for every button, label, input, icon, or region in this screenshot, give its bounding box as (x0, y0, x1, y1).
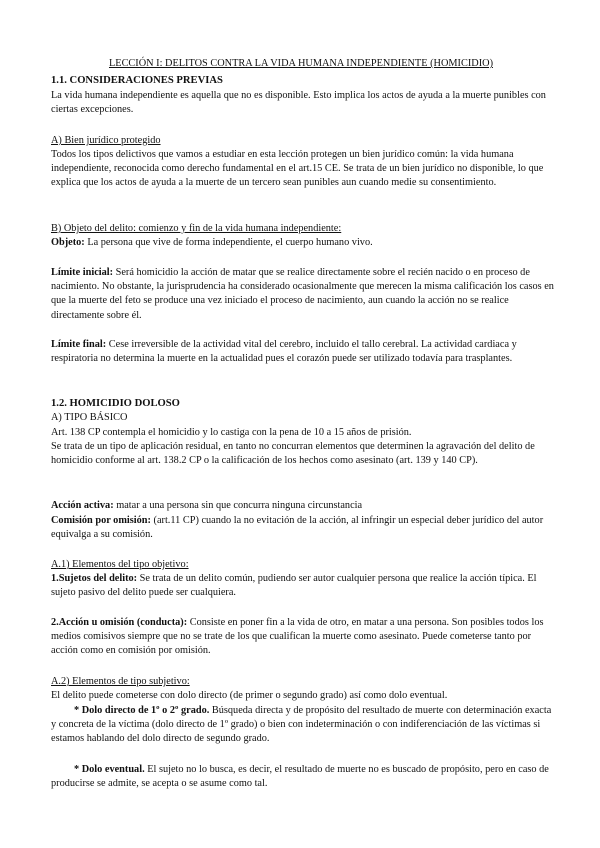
limite-final-label: Límite final: (51, 339, 107, 350)
tipo-basico-heading: A) TIPO BÁSICO (51, 412, 128, 423)
art-138-paragraph: Art. 138 CP contempla el homicidio y lo castiga con la pena de 10 a 15 años de prisión. (51, 427, 412, 438)
objeto-paragraph (51, 236, 558, 250)
a2-heading: A.2) Elementos de tipo subjetivo: (51, 676, 190, 687)
dolo-eventual-label: * Dolo eventual. (74, 764, 145, 775)
accion-activa-label: Acción activa: (51, 500, 114, 511)
limite-inicial-paragraph (51, 266, 558, 323)
dolo-directo-label: * Dolo directo de 1º o 2º grado. (74, 705, 210, 716)
accion-omision-text: Consiste en poner fin a la vida de otro, en matar a una persona. Son posibles todos los medios comisivos siempre que no se trate de los que cualifican la muerte como asesinato. Puede cometerse tanto por acción como en comisión por omisión. (51, 617, 544, 657)
accion-omision-paragraph (51, 616, 558, 659)
limite-inicial-label: Límite inicial: (51, 267, 114, 278)
residual-paragraph: Se trata de un tipo de aplicación residual, en tanto no concurran elementos que determinen la agravación del delito de homicidio conforme al art. 138.2 CP o la calificación de los hechos como asesinato (art. 139 y 140 CP). (51, 441, 535, 467)
limite-inicial-text: Será homicidio la acción de matar que se realice directamente sobre el recién nacido o en proceso de nacimiento. No obstante, la jurisprudencia ha considerado ocasionalmente que merecen la misma calificación los casos en que la muerte del feto se produce una vez iniciado el proceso de nacimiento, aun cuando la acción no se realice directamente sobre él. (51, 267, 554, 321)
a2-intro: El delito puede cometerse con dolo directo (de primer o segundo grado) así como dolo eventual. (51, 690, 448, 701)
accion-activa-text: matar a una persona sin que concurra ninguna circunstancia (113, 500, 363, 511)
limite-final-text: Cese irreversible de la actividad vital del cerebro, incluido el tallo cerebral. La actividad cardiaca y respiratoria no determina la muerte en la actualidad pues el corazón puede ser utilizado todavía para trasplantes. (51, 339, 517, 365)
limite-final-paragraph (51, 338, 558, 366)
lesson-title: LECCIÓN I: DELITOS CONTRA LA VIDA HUMANA INDEPENDIENTE (HOMICIDIO) (108, 58, 493, 69)
accion-activa-paragraph (51, 499, 558, 513)
objeto-label: Objeto: (51, 237, 85, 248)
objeto-text: La persona que vive de forma independiente, el cuerpo humano vivo. (84, 237, 373, 248)
section-1-heading: 1.1. CONSIDERACIONES PREVIAS (51, 75, 223, 86)
sujetos-text: Se trata de un delito común, pudiendo ser autor cualquier persona que realice la acción típica. El sujeto pasivo del delito puede ser cualquiera. (51, 573, 537, 599)
section-2-heading: 1.2. HOMICIDIO DOLOSO (51, 398, 180, 409)
sujetos-paragraph (51, 572, 558, 600)
dolo-directo-text: Búsqueda directa y de propósito del resultado de muerte con determinación exacta y concreta de la víctima (dolo directo de 1º grado) o bien con indeterminación o con indiferenciación de las víctimas si estamos hablando del dolo directo de segundo grado. (51, 705, 552, 745)
comision-omision-label: Comisión por omisión: (51, 515, 151, 526)
dolo-directo-paragraph (51, 704, 558, 747)
subsection-b-heading: B) Objeto del delito: comienzo y fin de la vida humana independiente: (51, 223, 342, 234)
section-1-intro: La vida humana independiente es aquella que no es disponible. Esto implica los actos de ayuda a la muerte punibles con ciertas excepciones. (51, 90, 546, 116)
sujetos-label: 1.Sujetos del delito: (51, 573, 138, 584)
a1-heading: A.1) Elementos del tipo objetivo: (51, 559, 189, 570)
accion-omision-label: 2.Acción u omisión (conducta): (51, 617, 188, 628)
dolo-eventual-paragraph (51, 763, 558, 791)
subsection-a-text: Todos los tipos delictivos que vamos a estudiar en esta lección protegen un bien jurídico común: la vida humana independiente, reconocida como derecho fundamental en el art.15 CE. Se trata de un bien jurídico no disponible, lo que explica que los actos de ayuda a la muerte de un tercero sean punibles aun cuando medie su consentimiento. (51, 149, 544, 189)
comision-omision-text: (art.11 CP) cuando la no evitación de la acción, al infringir un especial deber jurídico del autor equivalga a su comisión. (51, 515, 544, 541)
subsection-a-heading: A) Bien jurídico protegido (51, 135, 161, 146)
comision-omision-paragraph (51, 514, 558, 542)
dolo-eventual-text: El sujeto no lo busca, es decir, el resultado de muerte no es buscado de propósito, pero en caso de producirse se admite, se acepta o se asume como tal. (51, 764, 549, 790)
